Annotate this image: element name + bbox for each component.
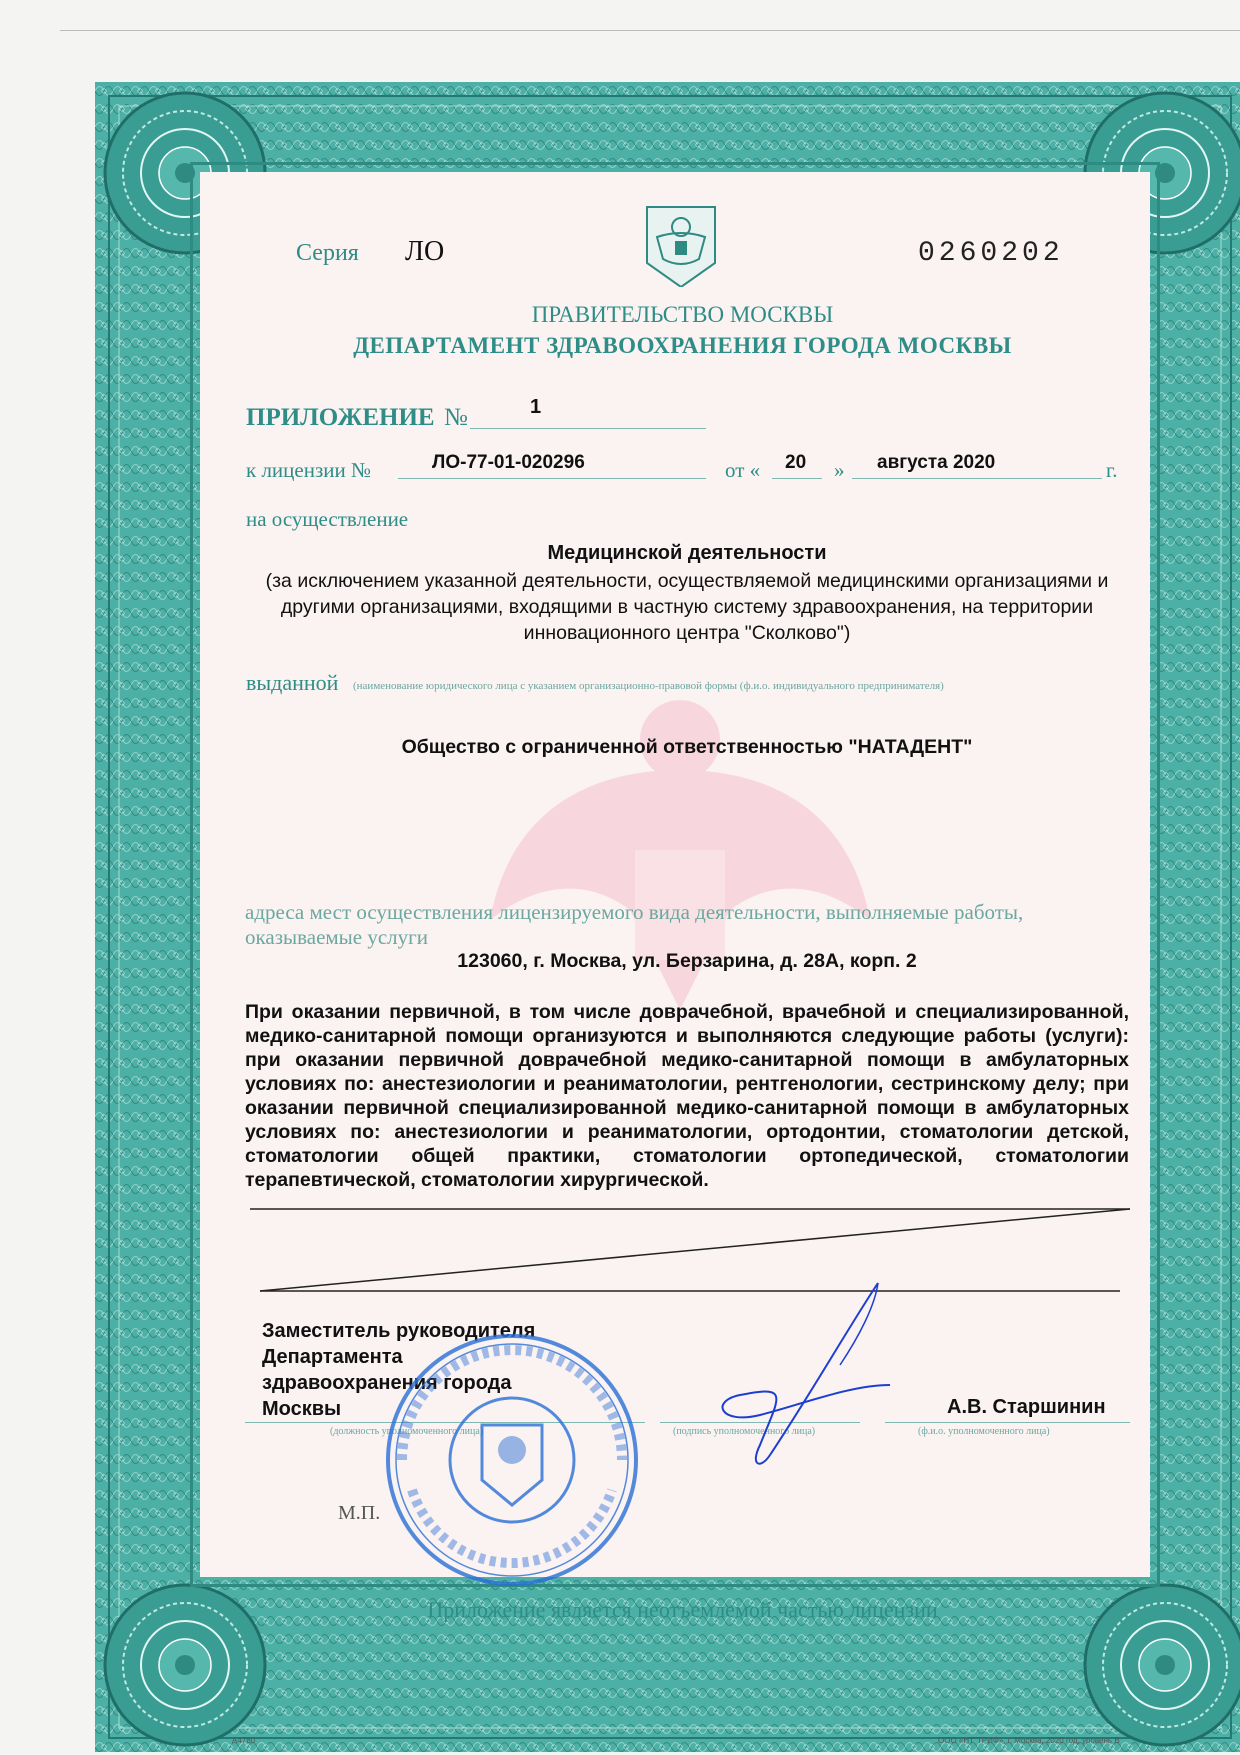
position-line: Заместитель руководителя (262, 1320, 536, 1342)
official-stamp-icon (382, 1330, 642, 1590)
handwritten-signature (700, 1275, 900, 1475)
series-label: Серия (296, 240, 359, 266)
name-caption: (ф.и.о. уполномоченного лица) (918, 1426, 1050, 1437)
license-year-suffix: г. (1106, 458, 1118, 482)
services-text: При оказании первичной, в том числе доврачебной, врачебной и специализированной, медико-санитарной помощи организуются и выполняются следующие работы (услуги): при оказании первичной доврачебной медико-санитарной помощи в амбулаторных условиях по: анестезиологии и реаниматологии, рентгенологии, сестринскому делу; при оказании первичной специализированной медико-санитарной помощи в амбулаторных условиях по: анестезиологии и реаниматологии, ортодонтии, стоматологии детской, стоматологии общей практики, стоматологии ортопедической, стоматологии терапевтической, стоматологии хирургической. (245, 1001, 1129, 1191)
document-number: 0260202 (918, 238, 1064, 269)
license-from-label: от « (725, 458, 761, 482)
issued-caption: (наименование юридического лица с указанием организационно-правовой формы (ф.и.о. индивидуального предпринимателя) (353, 680, 944, 692)
position-line: Департамента (262, 1346, 403, 1368)
printer-info: ООО «НТ"ТРИФ», г. Москва, 2020 год, уровень В (938, 1736, 1120, 1745)
issued-organization: Общество с ограниченной ответственностью "НАТАДЕНТ" (401, 736, 973, 758)
footer-note: Приложение является неотъемлемой частью лицензии (427, 1597, 938, 1622)
activity-title: Медицинской деятельности (547, 542, 827, 564)
appendix-number-sign: № (444, 404, 468, 431)
series-value: ЛО (405, 236, 445, 267)
name-line (885, 1422, 1130, 1423)
form-code: А4780 (232, 1736, 256, 1745)
activity-label: на осуществление (246, 507, 409, 531)
activity-description: (за исключением указанной деятельности, осуществляемой медицинскими организациями и другими организациями, входящими в частную систему здравоохранения, на территории инновационного центра "Сколково") (265, 570, 1109, 644)
position-line: Москвы (262, 1398, 342, 1420)
cancellation-lines (240, 1205, 1140, 1295)
government-title: ПРАВИТЕЛЬСТВО МОСКВЫ (531, 302, 834, 327)
license-date-line (852, 478, 1102, 479)
scan-edge-line (60, 30, 1240, 31)
license-month-year: августа 2020 (877, 452, 996, 473)
appendix-label: ПРИЛОЖЕНИЕ (246, 404, 435, 431)
signature-caption: (подпись уполномоченного лица) (673, 1426, 816, 1437)
stamp-mark-label: М.П. (338, 1502, 381, 1524)
appendix-number-line (470, 428, 706, 429)
coat-of-arms-icon (643, 203, 719, 287)
position-line: здравоохранения города (262, 1372, 512, 1394)
license-number-line (398, 478, 706, 479)
license-day: 20 (785, 452, 807, 473)
department-title: ДЕПАРТАМЕНТ ЗДРАВООХРАНЕНИЯ ГОРОДА МОСКВЫ (353, 333, 1012, 358)
signatory-name: А.В. Старшинин (947, 1396, 1106, 1418)
appendix-number: 1 (530, 396, 542, 418)
position-caption: (должность уполномоченного лица) (330, 1426, 484, 1437)
license-label: к лицензии № (246, 458, 372, 482)
license-day-line (772, 478, 822, 479)
license-number: ЛО-77-01-020296 (432, 452, 585, 473)
issued-label: выданной (246, 670, 339, 695)
addresses-label: адреса мест осуществления лицензируемого вида деятельности, выполняемые работы, оказываемые услуги (245, 900, 1024, 949)
address: 123060, г. Москва, ул. Берзарина, д. 28А, корп. 2 (457, 950, 917, 972)
license-day-close: » (834, 458, 845, 482)
